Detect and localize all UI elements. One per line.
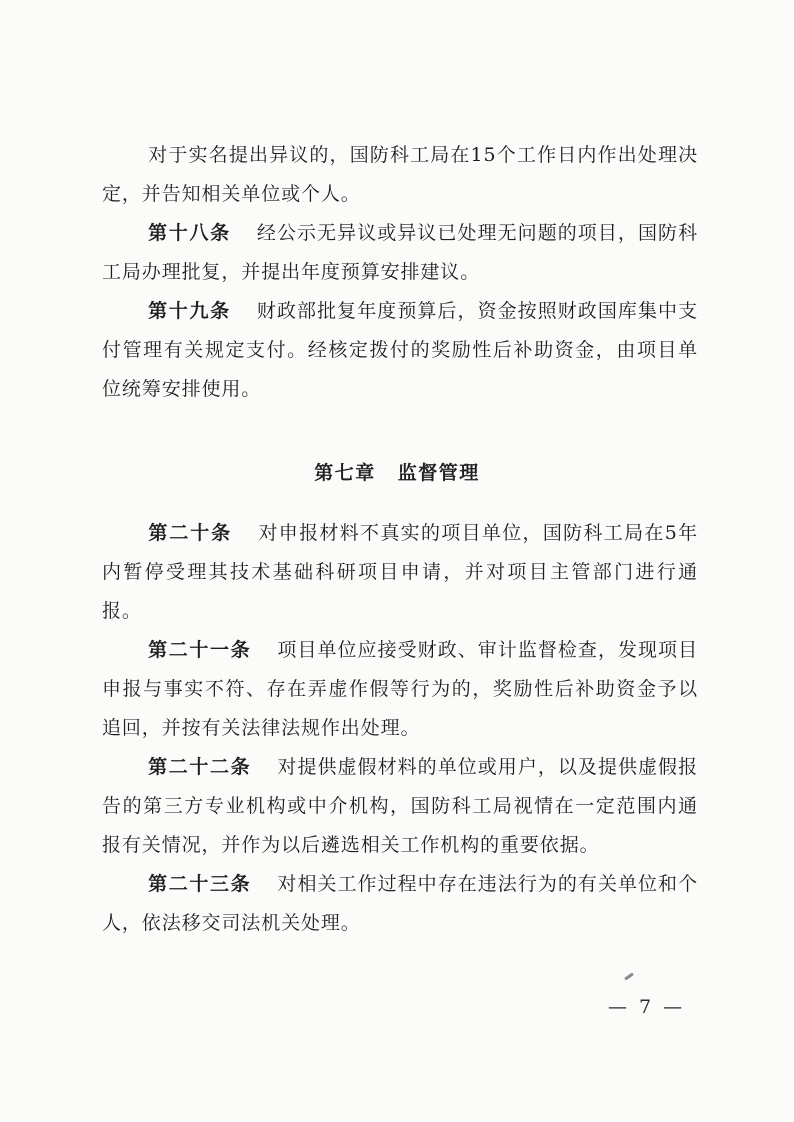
paragraph-article-21 bbox=[102, 631, 698, 748]
paragraph-text: 对申报材料不真实的项目单位，国防科工局在5年内暂停受理其技术基础科研项目申请，并对项目主管部门进行通报。 bbox=[102, 522, 698, 622]
article-number: 第十八条 bbox=[148, 222, 231, 244]
article-number: 第二十条 bbox=[148, 522, 233, 544]
paragraph-article-20 bbox=[102, 514, 698, 631]
scan-mark bbox=[624, 972, 634, 980]
paragraph-text: 对相关工作过程中存在违法行为的有关单位和个人，依法移交司法机关处理。 bbox=[102, 873, 698, 934]
paragraph-text: 财政部批复年度预算后，资金按照财政国库集中支付管理有关规定支付。经核定拨付的奖励性后补助资金，由项目单位统筹安排使用。 bbox=[102, 300, 698, 400]
paragraph-text: 对于实名提出异议的，国防科工局在15个工作日内作出处理决定，并告知相关单位或个人。 bbox=[102, 144, 698, 205]
page-number: — 7 — bbox=[608, 996, 686, 1018]
paragraph-article-23 bbox=[102, 865, 698, 943]
chapter-heading bbox=[0, 458, 794, 485]
article-number: 第二十一条 bbox=[148, 639, 252, 661]
paragraph-text: 项目单位应接受财政、审计监督检查，发现项目申报与事实不符、存在弄虚作假等行为的，奖励性后补助资金予以追回，并按有关法律法规作出处理。 bbox=[102, 639, 698, 739]
paragraph-article-18 bbox=[102, 214, 698, 292]
paragraph-objection-handling bbox=[102, 136, 698, 214]
chapter-title: 监督管理 bbox=[397, 462, 480, 484]
paragraph-article-22 bbox=[102, 748, 698, 865]
article-number: 第二十三条 bbox=[148, 873, 252, 895]
article-number: 第十九条 bbox=[148, 300, 231, 322]
chapter-number: 第七章 bbox=[314, 462, 376, 484]
paragraph-text: 对提供虚假材料的单位或用户，以及提供虚假报告的第三方专业机构或中介机构，国防科工局视情在一定范围内通报有关情况，并作为以后遴选相关工作机构的重要依据。 bbox=[102, 756, 698, 856]
paragraph-article-19 bbox=[102, 292, 698, 409]
article-number: 第二十二条 bbox=[148, 756, 252, 778]
paragraph-text: 经公示无异议或异议已处理无问题的项目，国防科工局办理批复，并提出年度预算安排建议。 bbox=[102, 222, 698, 283]
